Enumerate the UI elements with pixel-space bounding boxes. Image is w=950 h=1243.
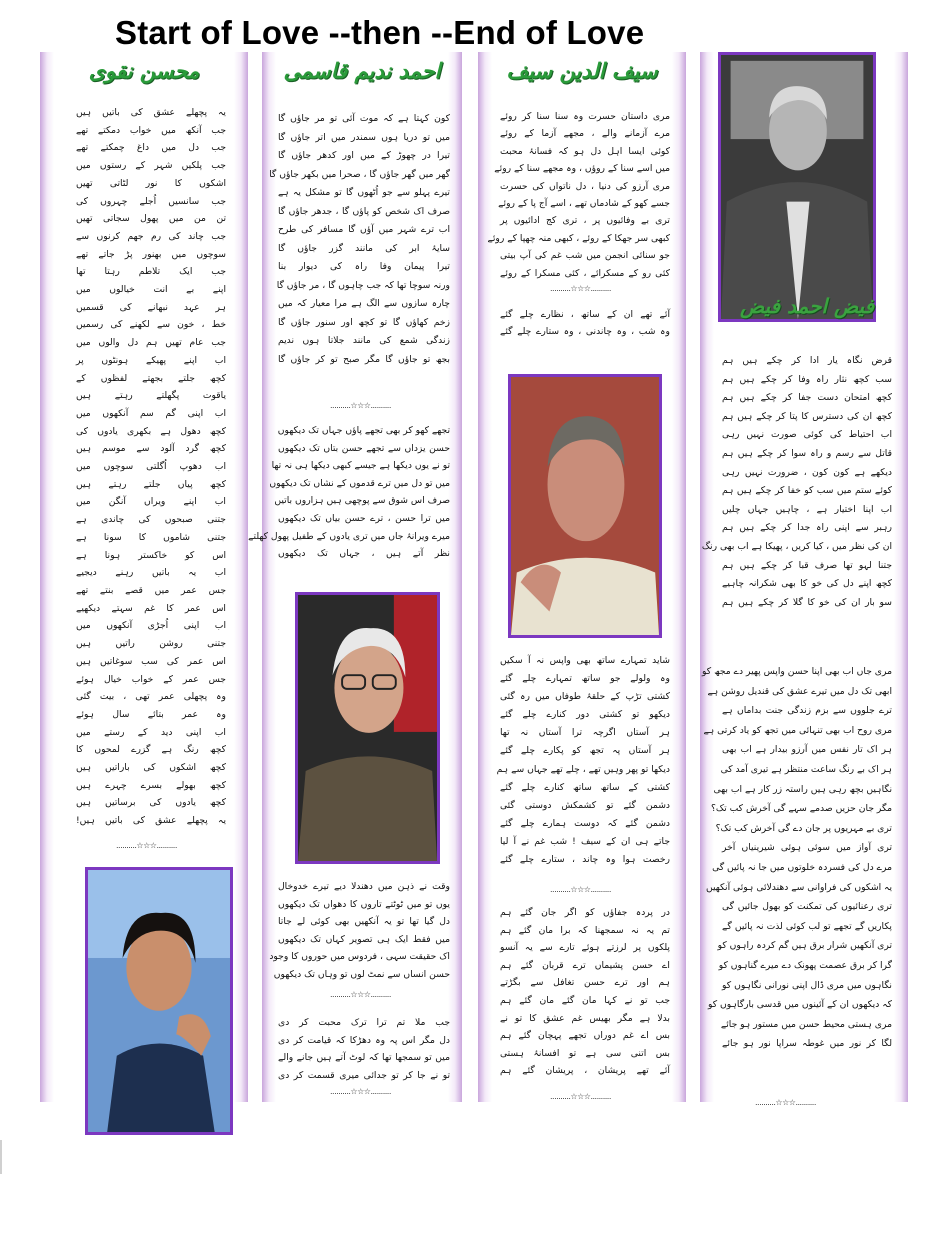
verse-line: ترے جلووں سے بزم زندگی جنت بداماں ہے	[722, 705, 892, 717]
verse-line: تیرے پہلو سے جو اُٹھوں گا تو مشکل یہ ہے	[278, 187, 450, 198]
verse-line: جو سنائی انجمن میں شب غم کی آپ بیتی	[500, 250, 670, 262]
verse-line: چارہ سازوں سے الگ ہے مرا معیار کہ میں	[278, 298, 450, 309]
separator: ..........☆☆☆..........	[330, 1087, 391, 1096]
verse-line: میں فقط ایک ہی تصویر کہاں تک دیکھوں	[278, 933, 450, 945]
verse-line: جب سانسیں اُجلے چہروں کی	[76, 195, 226, 207]
verse-line: اے حسن پشیماں ترے قربان گئے ہم	[500, 959, 670, 971]
verse-line: تم یہ نہ سمجھنا کہ برا مان گئے ہم	[500, 924, 670, 936]
verse-line: جس عمر کے خواب خیال ہوئے	[76, 673, 226, 685]
verse-line: صرف اس شوق سے پوچھی ہیں ہزاروں باتیں	[274, 495, 450, 507]
photo-ahmad-nadeem-qasmi	[295, 592, 440, 864]
verse-line: کبھی سر جھکا کے روئے ، کبھی منہ چھپا کے روئے	[487, 232, 670, 244]
verse-line: میں اسے سنا کے روؤں ، وہ مجھے سنا کے روئے	[494, 163, 670, 175]
verse-line: جب پلکیں شہر کے رستوں میں	[76, 160, 226, 172]
verse-line: ورنہ سوچا تھا کہ جب چاہوں گا ، مر جاؤں گا	[276, 279, 450, 291]
verse-line: تری آنکھیں شرار برق ہیں گم کردہ راہوں کو	[717, 940, 892, 952]
verse-line: اس کو خاکستر ہونا ہے	[76, 549, 226, 561]
verse-line: یہ پچھلے عشق کی باتیں ہیں	[76, 107, 226, 118]
verse-line: کہ دیکھوں ان کے آئینوں میں قدسی بارگاہوں کو	[708, 999, 892, 1011]
verse-line: مری روح اب بھی تنہائی میں تجھ کو یاد کرتی ہے	[703, 724, 892, 736]
verse-line: زخم کھاؤں گا تو کچھ اور سنور جاؤں گا	[278, 316, 450, 328]
verse-line: بجھ تو جاؤں گا مگر صبح تو کر جاؤں گا	[278, 353, 450, 365]
verse-line: دشمن گئے کہ دوست ہمارے چلے گئے	[500, 817, 670, 829]
verse-line: کشتی تڑپ کے حلقۂ طوفاں میں رہ گئی	[500, 691, 670, 703]
separator: ..........☆☆☆..........	[550, 885, 611, 894]
verse-line: لگا کر نور میں غوطہ سراپا نور ہو جائے	[722, 1038, 892, 1050]
verse-line: وہ عمر بتائے سال ہوئے	[76, 708, 226, 720]
verse-line: گھر میں گھر جاؤں گا ، صحرا میں بکھر جاؤں گا	[269, 168, 450, 180]
verse-line: نگاہوں میں مری ڈال اپنی نورانی نگاہوں کو	[722, 979, 892, 991]
verse-line: بس اتنی سی ہے تو افسانۂ ہستی	[500, 1047, 670, 1059]
verse-line: حسن انساں سے نمٹ لوں تو وہاں تک دیکھوں	[273, 968, 450, 980]
verse-line: پکاریں گے تجھے تو لب کوئی لذت نہ پائیں گے	[722, 920, 892, 932]
poet-name-qasmi: احمد ندیم قاسمی	[283, 58, 441, 83]
verse-line: دل مگر اس پہ وہ دھڑکا کہ قیامت کر دی	[278, 1034, 450, 1046]
poem-faiz-2	[702, 662, 892, 1054]
verse-line: ہم اور ترے حسن تغافل سے بگڑتے	[500, 977, 670, 989]
verse-line: یاقوت پگھلتے رہتے ہیں	[76, 390, 226, 402]
verse-line: زندگی شمع کی مانند جلاتا ہوں ندیم	[278, 335, 450, 346]
verse-line: اب ترے شہر میں آؤں گا مسافر کی طرح	[278, 224, 450, 235]
verse-line: جب چاند کی رم جھم کرنوں سے	[76, 230, 226, 242]
verse-line: اب احتیاط کی کوئی صورت نہیں رہی	[722, 429, 892, 441]
separator: ..........☆☆☆..........	[755, 1098, 816, 1107]
column-ahmad-nadeem-qasmi	[248, 52, 462, 1102]
verse-line: مری ہستی محیط حسن میں مستور ہو جائے	[720, 1018, 892, 1030]
verse-line: تو نے جا کر تو جدائی میری قسمت کر دی	[278, 1069, 450, 1081]
photo-mohsin-naqvi	[85, 867, 233, 1135]
poet-name-mohsin: محسن نقوی	[88, 58, 200, 83]
verse-line: کوئی ایسا اہل دل ہو کہ فسانۂ محبت	[500, 145, 670, 157]
poem-saif-1	[487, 108, 670, 282]
verse-line: اب اپنے پھیکے ہونٹوں پر	[76, 354, 226, 366]
verse-line: کچھ دھول ہے بکھری یادوں کی	[76, 425, 226, 437]
poet-name-faiz: فیض احمد فیض	[740, 294, 875, 318]
verse-line: تری بے وفائیوں پر ، تری کج ادائیوں پر	[500, 215, 670, 227]
verse-line: در پردہ جفاؤں کو اگر جان گئے ہم	[500, 907, 670, 918]
verse-line: ہر آستاں پہ تجھ کو پکارے چلے گئے	[500, 745, 670, 757]
separator: ..........☆☆☆..........	[550, 1092, 611, 1101]
verse-line: کچھ ان کی دسترس کا پتا کر چکے ہیں ہم	[722, 410, 892, 422]
column-mohsin-naqvi	[40, 52, 248, 1102]
poem-qasmi-4	[278, 1014, 450, 1084]
verse-line: مری آرزو کی دنیا ، دل ناتواں کی حسرت	[500, 180, 670, 192]
verse-line: اپنے بے انت خیالوں میں	[76, 284, 226, 296]
verse-line: کچھ پیاں جلتے رہتے ہیں	[76, 478, 226, 490]
verse-line: جتنا لہو تھا صرف قبا کر چکے ہیں ہم	[722, 559, 892, 571]
verse-line: آئے تھے ان کے ساتھ ، نظارے چلے گئے	[500, 309, 670, 320]
verse-line: میں تو دریا ہوں سمندر میں اتر جاؤں گا	[278, 131, 450, 143]
verse-line: یہ پچھلے عشق کی باتیں ہیں!	[76, 815, 226, 827]
poem-qasmi-3	[269, 878, 450, 984]
verse-line: سب کچھ نثار راہ وفا کر چکے ہیں ہم	[722, 373, 892, 385]
verse-line: مرے آزمانے والے ، مجھے آزما کے روئے	[500, 128, 670, 140]
verse-line: کچھ یادوں کی برساتیں ہیں	[76, 797, 226, 809]
verse-line: ابھی تک دل میں تیرے عشق کی قندیل روشن ہے	[707, 685, 892, 697]
poet-name-saifuddin: سیف الدین سیف	[506, 58, 658, 83]
verse-line: کون کہتا ہے کہ موت آئی تو مر جاؤں گا	[278, 113, 450, 124]
verse-line: تیرا پیمان وفا راہ کی دیوار بنا	[278, 261, 450, 272]
verse-line: وہ ولولے جو ساتھ تمہارے چلے گئے	[500, 673, 670, 685]
verse-line: ہر عہد نبھانے کی قسمیں	[76, 301, 226, 313]
verse-line: وہ پچھلی عمر تھی ، بیت گئی	[76, 691, 226, 703]
verse-line: جتنی شاموں کا سونا ہے	[76, 531, 226, 543]
verse-line: نگاہیں بچھ رہی ہیں راستہ زر کار ہے اب بھی	[713, 783, 892, 795]
verse-line: میں ترا حسن ، ترے حسن بیاں تک دیکھوں	[278, 512, 450, 524]
verse-line: دیکھو تو کشتی دور کنارے چلے گئے	[500, 709, 670, 721]
verse-line: قاتل سے رسم و راہ سوا کر چکے ہیں ہم	[722, 447, 892, 459]
verse-line: جتنی روشن راتیں ہیں	[76, 638, 226, 650]
verse-line: کچھ بھولے بسرے چہرے ہیں	[76, 779, 226, 791]
column-faiz-ahmed-faiz	[700, 52, 908, 1107]
verse-line: وہ شب ، وہ چاندنی ، وہ ستارے چلے گئے	[500, 326, 670, 338]
verse-line: مگر جان حزیں صدمے سہے گی آخرش کب تک؟	[711, 803, 892, 815]
verse-line: پلکوں پر لرزتے ہوئے تارے سے یہ آنسو	[500, 942, 670, 954]
verse-line: یہ اشکوں کی فراوانی سے دھندلائی ہوئی آنکھیں	[705, 881, 892, 893]
page-edge-line	[0, 1140, 2, 1174]
verse-line: وقت نے ذہن میں دھندلا دیے تیرے خدوخال	[278, 881, 450, 892]
photo-faiz-ahmed-faiz	[718, 52, 876, 322]
verse-line: اک حقیقت سہی ، فردوس میں حوروں کا وجود	[269, 951, 450, 963]
verse-line: تری بے مہریوں پر جان دے گی آخرش کب تک؟	[715, 822, 892, 834]
verse-line: کچھ امتحان دست جفا کر چکے ہیں ہم	[722, 392, 892, 404]
verse-line: کچھ جلتے بجھتے لفظوں کے	[76, 372, 226, 384]
verse-line: شاید تمہارے ساتھ بھی واپس نہ آ سکیں	[500, 655, 670, 666]
verse-line: خط ، خون سے لکھنے کی رسمیں	[76, 319, 226, 331]
verse-line: آئے تھے پریشان ، پریشان گئے ہم	[500, 1065, 670, 1077]
verse-line: اب اپنا اختیار ہے ، چاہیں جہاں چلیں	[722, 503, 892, 515]
separator: ..........☆☆☆..........	[550, 284, 611, 293]
verse-line: جس عمر میں قصے بنتے تھے	[76, 584, 226, 596]
verse-line: تو نے یوں دیکھا ہے جیسے کبھی دیکھا ہی نہ تھا	[271, 460, 450, 472]
verse-line: کشتی کے ساتھ ساتھ کنارے چلے گئے	[500, 781, 670, 793]
verse-line: اشکوں کا نور لٹاتی تھیں	[76, 177, 226, 189]
verse-line: میرے ویرانۂ جاں میں تری یادوں کے طفیل پھول کھلتے	[248, 530, 450, 542]
verse-line: میں تو سمجھا تھا کہ لوٹ آتے ہیں جانے والے	[278, 1052, 450, 1064]
poem-mohsin	[76, 104, 226, 830]
verse-line: مری داستان حسرت وہ سنا سنا کر روئے	[500, 111, 670, 122]
verse-line: دل گیا تھا تو یہ آنکھیں بھی کوئی لے جاتا	[278, 916, 450, 928]
verse-line: سوچوں میں بھنور پڑ جاتے تھے	[76, 248, 226, 260]
verse-line: دیکھا تو پھر وہیں تھے ، چلے تھے جہاں سے ہم	[496, 763, 670, 775]
verse-line: تری آواز میں سوئی ہوئی شیرینیاں آخر	[722, 842, 892, 854]
verse-line: جب ایک تلاطم رہتا تھا	[76, 266, 226, 278]
verse-line: جب آنکھ میں خواب دمکتے تھے	[76, 124, 226, 136]
poem-qasmi-1	[269, 110, 450, 369]
poem-saif-2	[500, 306, 670, 341]
verse-line: بدلا ہے مگر بھیس غم عشق کا تو نے	[500, 1012, 670, 1024]
verse-line: تن من میں پھول سجاتی تھیں	[76, 213, 226, 225]
verse-line: جاتے ہی ان کے سیف ! شب غم نے آ لیا	[500, 835, 670, 847]
verse-line: سایۂ ابر کی مانند گزر جاؤں گا	[278, 242, 450, 254]
verse-line: ہر اک بے رنگ ساعت منتظر ہے تیری آمد کی	[720, 763, 892, 775]
verse-line: کچھ رنگ ہے گزرے لمحوں کا	[76, 744, 226, 756]
page-title: Start of Love --then --End of Love	[115, 14, 645, 51]
verse-line: تیرا در چھوڑ کے میں اور کدھر جاؤں گا	[278, 150, 450, 161]
verse-line: کچھ اپنے دل کی خو کا بھی شکرانہ چاہیے	[722, 578, 892, 590]
verse-line: جسے کھو کے شادماں تھے ، اسے آج پا کے روئے	[498, 198, 670, 210]
poem-saif-4	[500, 904, 670, 1080]
verse-line: کئی رو کے مسکرائے ، کئی مسکرا کے روئے	[500, 267, 670, 279]
verse-line: مری جاں اب بھی اپنا حسن واپس پھیر دے مجھ کو	[702, 666, 892, 677]
verse-line: اس عمر کی سب سوغاتیں ہیں	[76, 655, 226, 667]
verse-line: ان کی نظر میں ، کیا کریں ، پھیکا ہے اب بھی رنگ	[701, 540, 892, 552]
verse-line: حسن یزداں سے تجھے حسن بتاں تک دیکھوں	[278, 442, 450, 454]
verse-line: بس اے غم دوراں تجھے پہچان گئے ہم	[500, 1030, 670, 1042]
separator: ..........☆☆☆..........	[330, 401, 391, 410]
separator: ..........☆☆☆..........	[116, 841, 177, 850]
verse-line: تجھے کھو کر بھی تجھے پاؤں جہاں تک دیکھوں	[277, 425, 450, 436]
verse-line: مرے دل کی فسردہ خلوتوں میں جا نہ پائیں گی	[712, 861, 892, 873]
verse-line: صرف اک شخص کو پاؤں گا ، جدھر جاؤں گا	[278, 205, 450, 217]
verse-line: اب اپنے ویراں آنگن میں	[76, 496, 226, 508]
verse-line: جب عام تھیں ہم دل والوں میں	[76, 337, 226, 349]
poem-saif-3	[496, 652, 670, 869]
verse-line: تری رعنائیوں کی تمکنت کو بھول جائیں گی	[722, 901, 892, 913]
verse-line: کوئے ستم میں سب کو خفا کر چکے ہیں ہم	[722, 485, 892, 497]
verse-line: ہر آستاں اگرچہ ترا آستاں نہ تھا	[500, 727, 670, 739]
verse-line: دشمن گئے تو کشمکش دوستی گئی	[500, 799, 670, 811]
verse-line: رہبر سے اپنی راہ جدا کر چکے ہیں ہم	[722, 522, 892, 534]
verse-line: نظر آتے ہیں ، جہاں تک دیکھوں	[278, 548, 450, 560]
verse-line: میں تو دل میں ترے قدموں کے نشاں تک دیکھوں	[269, 477, 450, 489]
separator: ..........☆☆☆..........	[330, 990, 391, 999]
verse-line: دیکھے ہے کون کون ، ضرورت نہیں رہی	[722, 466, 892, 478]
verse-line: جتنی صبحوں کی چاندی ہے	[76, 514, 226, 526]
verse-line: کچھ گرد آلود سے موسم ہیں	[76, 443, 226, 455]
poem-qasmi-2	[248, 422, 450, 563]
verse-line: قرض نگاہ یار ادا کر چکے ہیں ہم	[722, 355, 892, 366]
column-saifuddin-saif	[478, 52, 686, 1102]
verse-line: رخصت ہوا وہ چاند ، ستارے چلے گئے	[500, 854, 670, 866]
verse-line: اب اپنی دید کے رستے میں	[76, 726, 226, 738]
verse-line: جب ملا تم ترا ترک محبت کر دی	[278, 1017, 450, 1028]
verse-line: اس عمر کا غم سہتے دیکھیے	[76, 602, 226, 614]
poem-faiz-1	[701, 352, 892, 612]
verse-line: یوں تو میں ٹوٹتے تاروں کا دھواں تک دیکھوں	[278, 898, 450, 910]
verse-line: اب اپنی اُجڑی آنکھوں میں	[76, 620, 226, 632]
verse-line: اب دھوپ اُگلتی سوچوں میں	[76, 461, 226, 473]
verse-line: جب دل میں داغ چمکتے تھے	[76, 142, 226, 154]
verse-line: سو بار ان کی خو کا گلا کر چکے ہیں ہم	[722, 596, 892, 608]
verse-line: گرا کر برق عصمت پھونک دے میرے گناہوں کو	[718, 959, 892, 971]
verse-line: کچھ اشکوں کی باراتیں ہیں	[76, 762, 226, 774]
verse-line: اب یہ باتیں رہنے دیجیے	[76, 567, 226, 579]
verse-line: جب تو نے کہا مان گئے مان گئے ہم	[500, 994, 670, 1006]
verse-line: اب اپنی گم سم آنکھوں میں	[76, 407, 226, 419]
verse-line: ہر اک تار نفس میں آرزو بیدار ہے اب بھی	[722, 744, 892, 756]
photo-saifuddin-saif	[508, 374, 662, 638]
